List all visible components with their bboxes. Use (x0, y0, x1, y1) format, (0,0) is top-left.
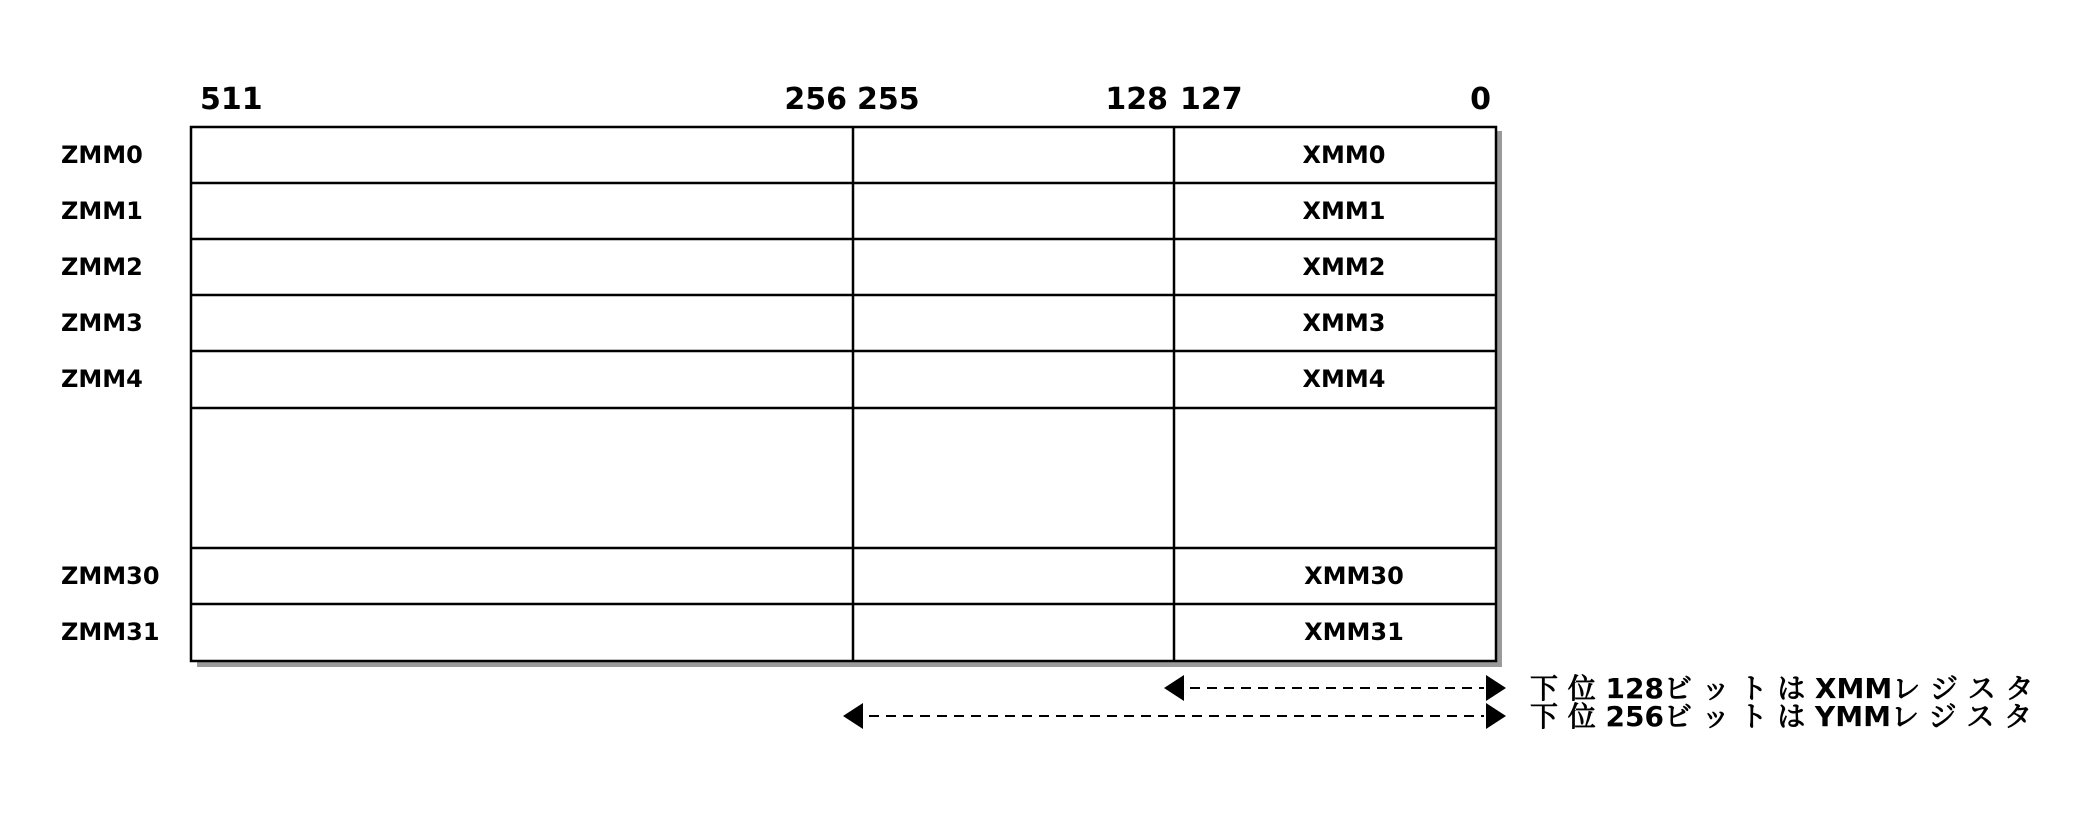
zmm-label: ZMM4 (61, 365, 143, 393)
xmm-label: XMM0 (1302, 141, 1386, 169)
bit-label-128: 128 (1105, 82, 1168, 117)
xmm-legend-note: 下 位 128ビ ッ ト は XMMレ ジ ス タ (1530, 672, 2034, 705)
register-table (191, 127, 1496, 661)
bit-label-511: 511 (200, 82, 263, 117)
arrow-right-head (1486, 703, 1506, 729)
zmm-label: ZMM30 (61, 562, 160, 590)
zmm-label: ZMM3 (61, 309, 143, 337)
xmm-label: XMM30 (1304, 562, 1404, 590)
zmm-label: ZMM0 (61, 141, 143, 169)
ymm-legend-note: 下 位 256ビ ッ ト は YMMレ ジ ス タ (1530, 700, 2033, 733)
arrow-left-head (1164, 675, 1184, 701)
register-table-background (191, 127, 1496, 661)
bit-label-0: 0 (1470, 82, 1491, 117)
zmm-label: ZMM31 (61, 618, 160, 646)
bit-label-256: 256 (784, 82, 847, 117)
bit-label-127: 127 (1180, 82, 1243, 117)
xmm-label: XMM4 (1302, 365, 1386, 393)
zmm-label: ZMM1 (61, 197, 143, 225)
arrow-left-head (843, 703, 863, 729)
arrow-right-head (1486, 675, 1506, 701)
xmm-label: XMM1 (1302, 197, 1386, 225)
xmm-label: XMM2 (1302, 253, 1386, 281)
zmm-label: ZMM2 (61, 253, 143, 281)
xmm-range-arrow (1164, 675, 1506, 701)
ymm-range-arrow (843, 703, 1506, 729)
xmm-label: XMM3 (1302, 309, 1386, 337)
bit-label-255: 255 (857, 82, 920, 117)
xmm-label: XMM31 (1304, 618, 1404, 646)
